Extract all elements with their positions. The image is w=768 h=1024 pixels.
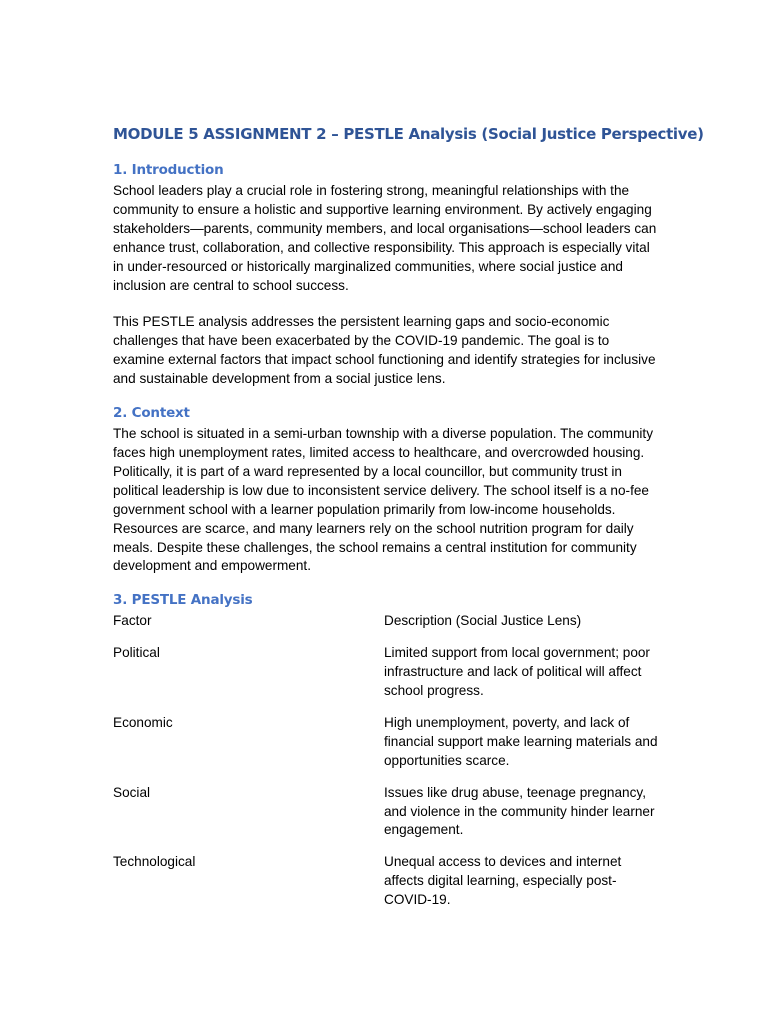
introduction-heading: 1. Introduction bbox=[113, 162, 224, 178]
context-heading: 2. Context bbox=[113, 405, 190, 422]
document-page bbox=[113, 125, 704, 923]
factor-cell: Political bbox=[113, 645, 160, 661]
document-title: MODULE 5 ASSIGNMENT 2 – PESTLE Analysis (Social Justice Perspective) bbox=[113, 125, 704, 143]
factor-cell: Social bbox=[113, 784, 151, 800]
context-paragraph: The school is situated in a semi-urban township with a diverse population. The community faces high unemployment rates, limited access to healthcare, and overcrowded housing. Politically, it is part of a ward represented by a local councillor, but community trust in political leadership is low due to inconsistent service delivery. The school itself is a no-fee government school with a learner population primarily from low-income households. Resources are scarce, and many learners rely on the school nutrition program for daily meals. Despite these challenges, the school remains a central institution for community development and empowerment. bbox=[113, 426, 653, 574]
introduction-paragraph-1: School leaders play a crucial role in fostering strong, meaningful relationships with the community to ensure a holistic and supportive learning environment. By actively engaging stakeholders—parents, community members, and local organisations—school leaders can enhance trust, collaboration, and collective responsibility. This approach is especially vital in under-resourced or historically marginalized communities, where social justice and inclusion are central to school success. bbox=[113, 183, 657, 293]
table-row bbox=[113, 714, 658, 784]
table-row bbox=[113, 853, 658, 923]
pestle-section bbox=[113, 592, 658, 923]
pestle-heading: 3. PESTLE Analysis bbox=[113, 592, 253, 609]
pestle-table bbox=[113, 612, 658, 923]
introduction-paragraph-2: This PESTLE analysis addresses the persistent learning gaps and socio-economic challenges that have been exacerbated by the COVID-19 pandemic. The goal is to examine external factors that impact school functioning and identify strategies for inclusive and sustainable development from a social justice lens. bbox=[113, 314, 656, 387]
factor-cell: Economic bbox=[113, 714, 173, 730]
table-row bbox=[113, 644, 658, 714]
context-section bbox=[113, 405, 658, 576]
description-cell: High unemployment, poverty, and lack of financial support make learning materials and opportunities scarce. bbox=[384, 714, 658, 768]
description-cell: Unequal access to devices and internet affects digital learning, especially post-COVID-19. bbox=[384, 854, 622, 908]
factor-cell: Technological bbox=[113, 854, 196, 870]
column-header-factor: Factor bbox=[113, 613, 152, 629]
description-cell: Limited support from local government; poor infrastructure and lack of political will affect school progress. bbox=[384, 645, 650, 699]
introduction-section bbox=[113, 162, 658, 389]
table-row bbox=[113, 784, 658, 854]
description-cell: Issues like drug abuse, teenage pregnancy, and violence in the community hinder learner engagement. bbox=[384, 784, 655, 838]
column-header-description: Description (Social Justice Lens) bbox=[384, 613, 582, 629]
pestle-table-header bbox=[113, 612, 658, 644]
